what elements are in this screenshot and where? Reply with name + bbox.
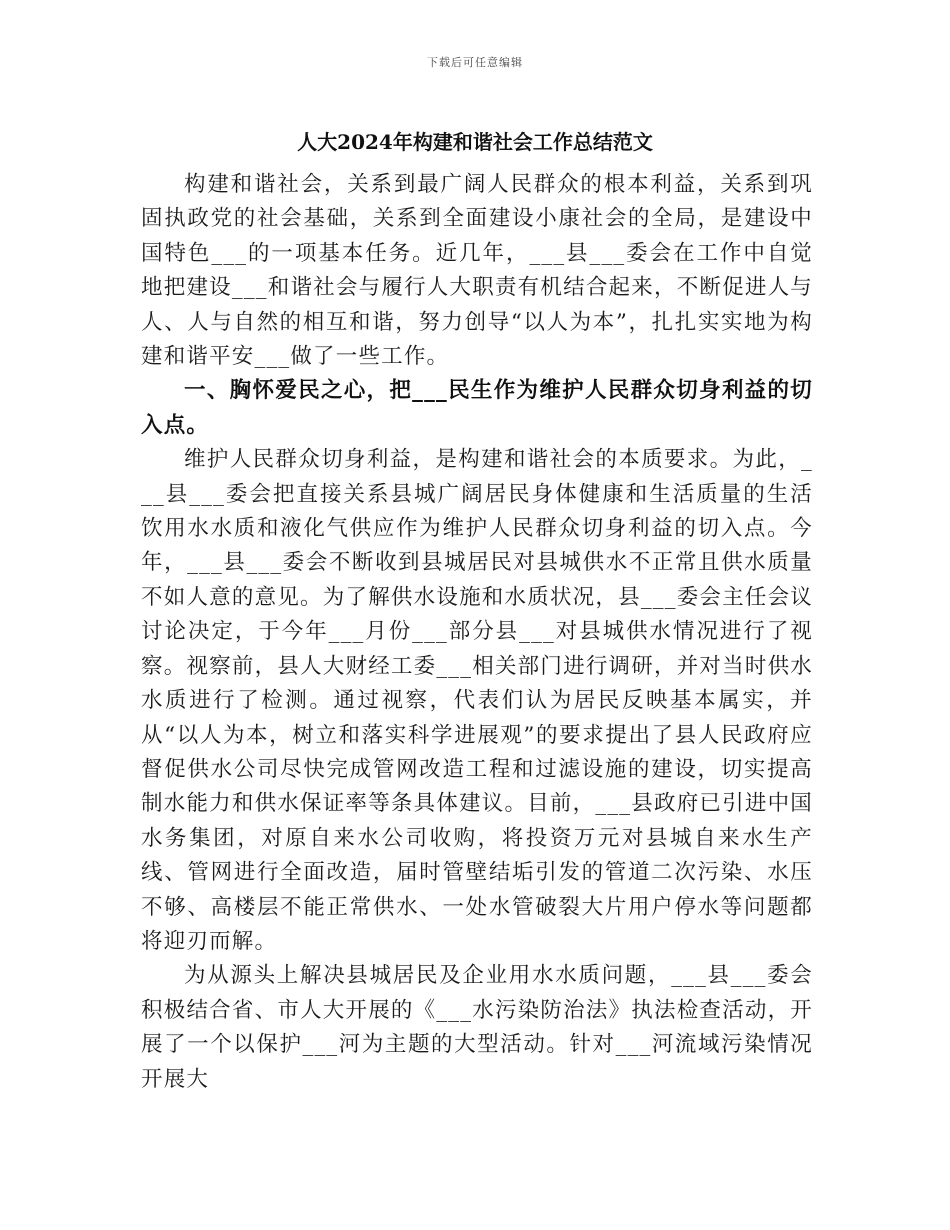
header-note: 下载后可任意编辑 [427, 56, 523, 69]
paragraph-intro: 构建和谐社会，关系到最广阔人民群众的根本利益，关系到巩固执政党的社会基础，关系到全面建设小康社会的全局，是建设中国特色___的一项基本任务。近几年，___县___委会在工作中自觉地把建设___和谐社会与履行人大职责有机结合起来，不断促进人与人、人与自然的相互和谐，努力创导“以人为本”，扎扎实实地为构建和谐平安___做了一些工作。 [141, 172, 813, 370]
paragraph-pollution-control: 为从源头上解决县城居民及企业用水水质问题，___县___委会积极结合省、市人大开展的《___水污染防治法》执法检查活动，开展了一个以保护___河为主题的大型活动。针对___河流域污染情况开展大 [141, 963, 813, 1092]
document-title: 人大2024年构建和谐社会工作总结范文 [297, 130, 653, 154]
section-heading-1: 一、胸怀爱民之心，把___民生作为维护人民群众切身利益的切入点。 [141, 378, 813, 438]
paragraph-water-quality: 维护人民群众切身利益，是构建和谐社会的本质要求。为此，___县___委会把直接关系县城广阔居民身体健康和生活质量的生活饮用水水质和液化气供应作为维护人民群众切身利益的切入点。今年，___县___委会不断收到县城居民对县城供水不正常且供水质量不如人意的意见。为了解供水设施和水质状况，县___委会主任会议讨论决定，于今年___月份___部分县___对县城供水情况进行了视察。视察前，县人大财经工委___相关部门进行调研，并对当时供水水质进行了检测。通过视察，代表们认为居民反映基本属实，并从“以人为本，树立和落实科学进展观”的要求提出了县人民政府应督促供水公司尽快完成管网改造工程和过滤设施的建设，切实提高制水能力和供水保证率等条具体建议。目前，___县政府已引进中国水务集团，对原自来水公司收购，将投资万元对县城自来水生产线、管网进行全面改造，届时管壁结垢引发的管道二次污染、水压不够、高楼层不能正常供水、一处水管破裂大片用户停水等问题都将迎刃而解。 [141, 447, 813, 954]
document-body [141, 168, 813, 1097]
